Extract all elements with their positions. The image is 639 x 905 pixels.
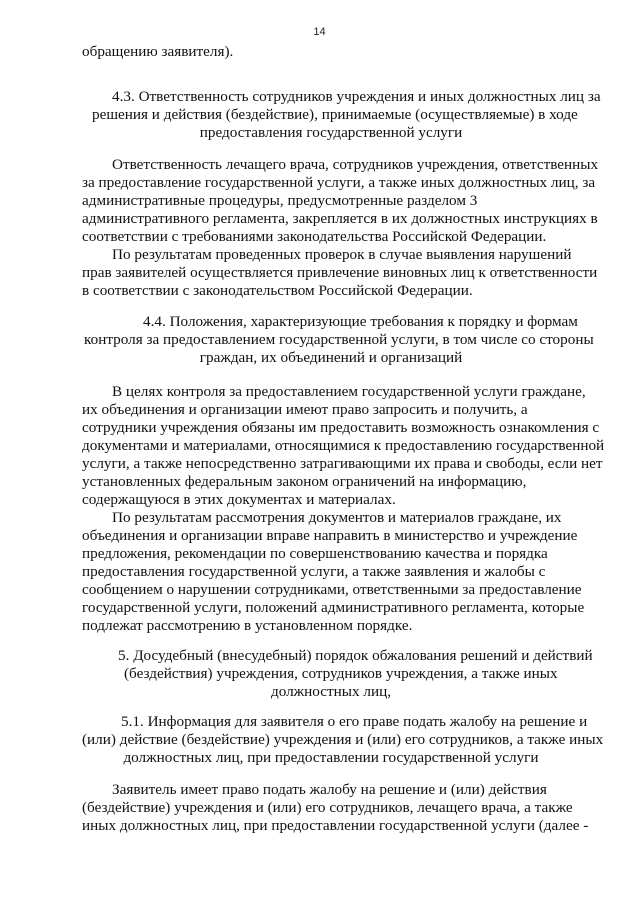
text-line: В целях контроля за предоставлением государственной услуги граждане, (112, 383, 586, 400)
text-line: подлежат рассмотрению в установленном порядке. (82, 617, 413, 634)
heading-line: должностных лиц, (270, 683, 392, 700)
text-line: их объединения и организации имеют право запросить и получить, а (82, 401, 528, 418)
text-line: документами и материалами, относящимися к предоставлению государственной (82, 437, 605, 454)
heading-line: должностных лиц, при предоставлении государственной услуги (123, 749, 539, 766)
text-line: сообщением о нарушении сотрудниками, ответственными за предоставление (82, 581, 582, 598)
text-line: По результатам проведенных проверок в случае выявления нарушений (112, 246, 572, 263)
text-line: соответствии с требованиями законодательства Российской Федерации. (82, 228, 547, 245)
intro-line: обращению заявителя). (82, 43, 234, 60)
text-line: государственной услуги, положений административного регламента, которые (82, 599, 585, 616)
text-line: объединения и организации вправе направить в министерство и учреждение (82, 527, 578, 544)
text-line: в соответствии с законодательством Российской Федерации. (82, 282, 473, 299)
heading-line: (или) действие (бездействие) учреждения и (или) его сотрудников, а также иных (82, 731, 604, 748)
text-line: за предоставление государственной услуги, а также иных должностных лиц, за (82, 174, 596, 191)
heading-line: граждан, их объединений и организаций (199, 349, 463, 366)
text-line: установленных федеральным законом ограничений на информацию, (82, 473, 527, 490)
text-line: прав заявителей осуществляется привлечение виновных лиц к ответственности (82, 264, 598, 281)
text-line: По результатам рассмотрения документов и материалов граждане, их (112, 509, 562, 526)
text-line: услуги, а также непосредственно затрагивающими их права и свободы, если нет (82, 455, 603, 472)
heading-line: 4.4. Положения, характеризующие требования к порядку и формам (143, 313, 578, 330)
heading-line: 5.1. Информация для заявителя о его праве подать жалобу на решение и (121, 713, 588, 730)
text-line: Ответственность лечащего врача, сотрудников учреждения, ответственных (112, 156, 599, 173)
text-line: предложения, рекомендации по совершенствованию качества и порядка (82, 545, 548, 562)
heading-line: (бездействия) учреждения, сотрудников учреждения, а также иных (124, 665, 558, 682)
heading-line: решения и действия (бездействие), принимаемые (осуществляемые) в ходе (92, 106, 578, 123)
heading-line: контроля за предоставлением государственной услуги, в том числе со стороны (84, 331, 594, 348)
text-line: содержащуюся в этих документах и материалах. (82, 491, 396, 508)
text-line: сотрудники учреждения обязаны им предоставить возможность ознакомления с (82, 419, 600, 436)
text-line: Заявитель имеет право подать жалобу на решение и (или) действия (112, 781, 547, 798)
heading-line: 5. Досудебный (внесудебный) порядок обжалования решений и действий (118, 647, 593, 664)
text-line: административного регламента, закрепляется в их должностных инструкциях в (82, 210, 598, 227)
heading-line: предоставления государственной услуги (199, 124, 463, 141)
text-line: административные процедуры, предусмотренные разделом 3 (82, 192, 478, 209)
heading-line: 4.3. Ответственность сотрудников учреждения и иных должностных лиц за (112, 88, 601, 105)
text-line: (бездействие) учреждения и (или) его сотрудников, лечащего врача, а также (82, 799, 573, 816)
page-number: 14 (313, 26, 326, 38)
text-line: предоставления государственной услуги, а также заявления и жалобы с (82, 563, 546, 580)
text-line: иных должностных лиц, при предоставлении государственной услуги (далее - (82, 817, 589, 834)
